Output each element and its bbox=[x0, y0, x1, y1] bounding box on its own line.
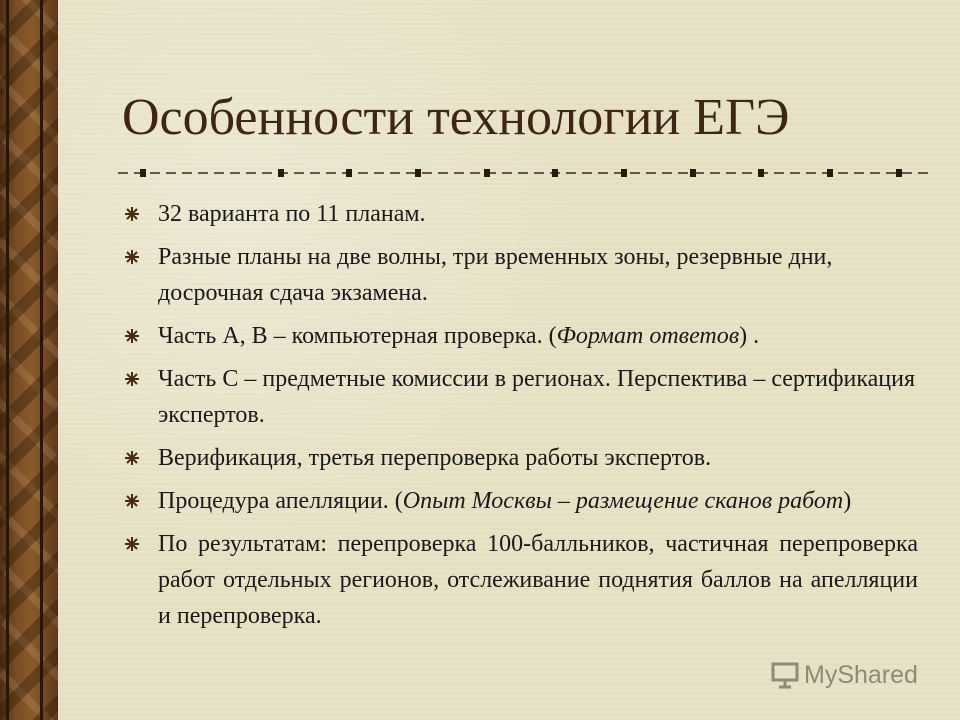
asterisk-bullet-icon bbox=[124, 328, 140, 344]
bullet-text: Часть С – предметные комиссии в регионах. Перспектива – сертификация экспертов. bbox=[158, 366, 916, 428]
bullet-text: Часть А, В – компьютерная проверка. ( bbox=[158, 323, 557, 349]
bullet-text: Верификация, третья перепроверка работы экспертов. bbox=[158, 445, 712, 471]
asterisk-bullet-icon bbox=[124, 249, 140, 265]
presentation-board-icon bbox=[770, 661, 800, 689]
bullet-list bbox=[124, 196, 924, 641]
bullet-text: ) bbox=[843, 488, 852, 514]
border-stripe bbox=[6, 0, 9, 720]
bullet-text: Процедура апелляции. ( bbox=[158, 488, 403, 514]
title-divider bbox=[118, 165, 928, 181]
bullet-text: По результатам: перепроверка 100-балльников, частичная перепроверка работ отдельных регионов, отслеживание поднятия баллов на апелляции и перепроверка. bbox=[158, 531, 918, 629]
bullet-italic-text: Опыт Москвы – размещение сканов работ bbox=[402, 488, 844, 514]
border-stripe bbox=[40, 0, 43, 720]
bullet-item bbox=[124, 318, 924, 354]
watermark bbox=[770, 660, 918, 690]
bullet-item bbox=[124, 483, 924, 519]
watermark-text: MyShared bbox=[804, 660, 918, 689]
asterisk-bullet-icon bbox=[124, 493, 140, 509]
bullet-text: Разные планы на две волны, три временных зоны, резервные дни, досрочная сдача экзамена. bbox=[158, 244, 833, 306]
asterisk-bullet-icon bbox=[124, 371, 140, 387]
slide-title: Особенности технологии ЕГЭ bbox=[122, 89, 790, 146]
bullet-text: ) . bbox=[739, 323, 760, 349]
bullet-item bbox=[124, 361, 924, 433]
asterisk-bullet-icon bbox=[124, 450, 140, 466]
asterisk-bullet-icon bbox=[124, 206, 140, 222]
bullet-item bbox=[124, 196, 924, 232]
asterisk-bullet-icon bbox=[124, 536, 140, 552]
decorative-wood-border bbox=[0, 0, 58, 720]
bullet-italic-text: Формат ответов bbox=[556, 323, 740, 349]
bullet-item bbox=[124, 440, 924, 476]
bullet-item bbox=[124, 239, 924, 311]
bullet-text: 32 варианта по 11 планам. bbox=[158, 201, 426, 227]
bullet-item bbox=[124, 526, 918, 634]
